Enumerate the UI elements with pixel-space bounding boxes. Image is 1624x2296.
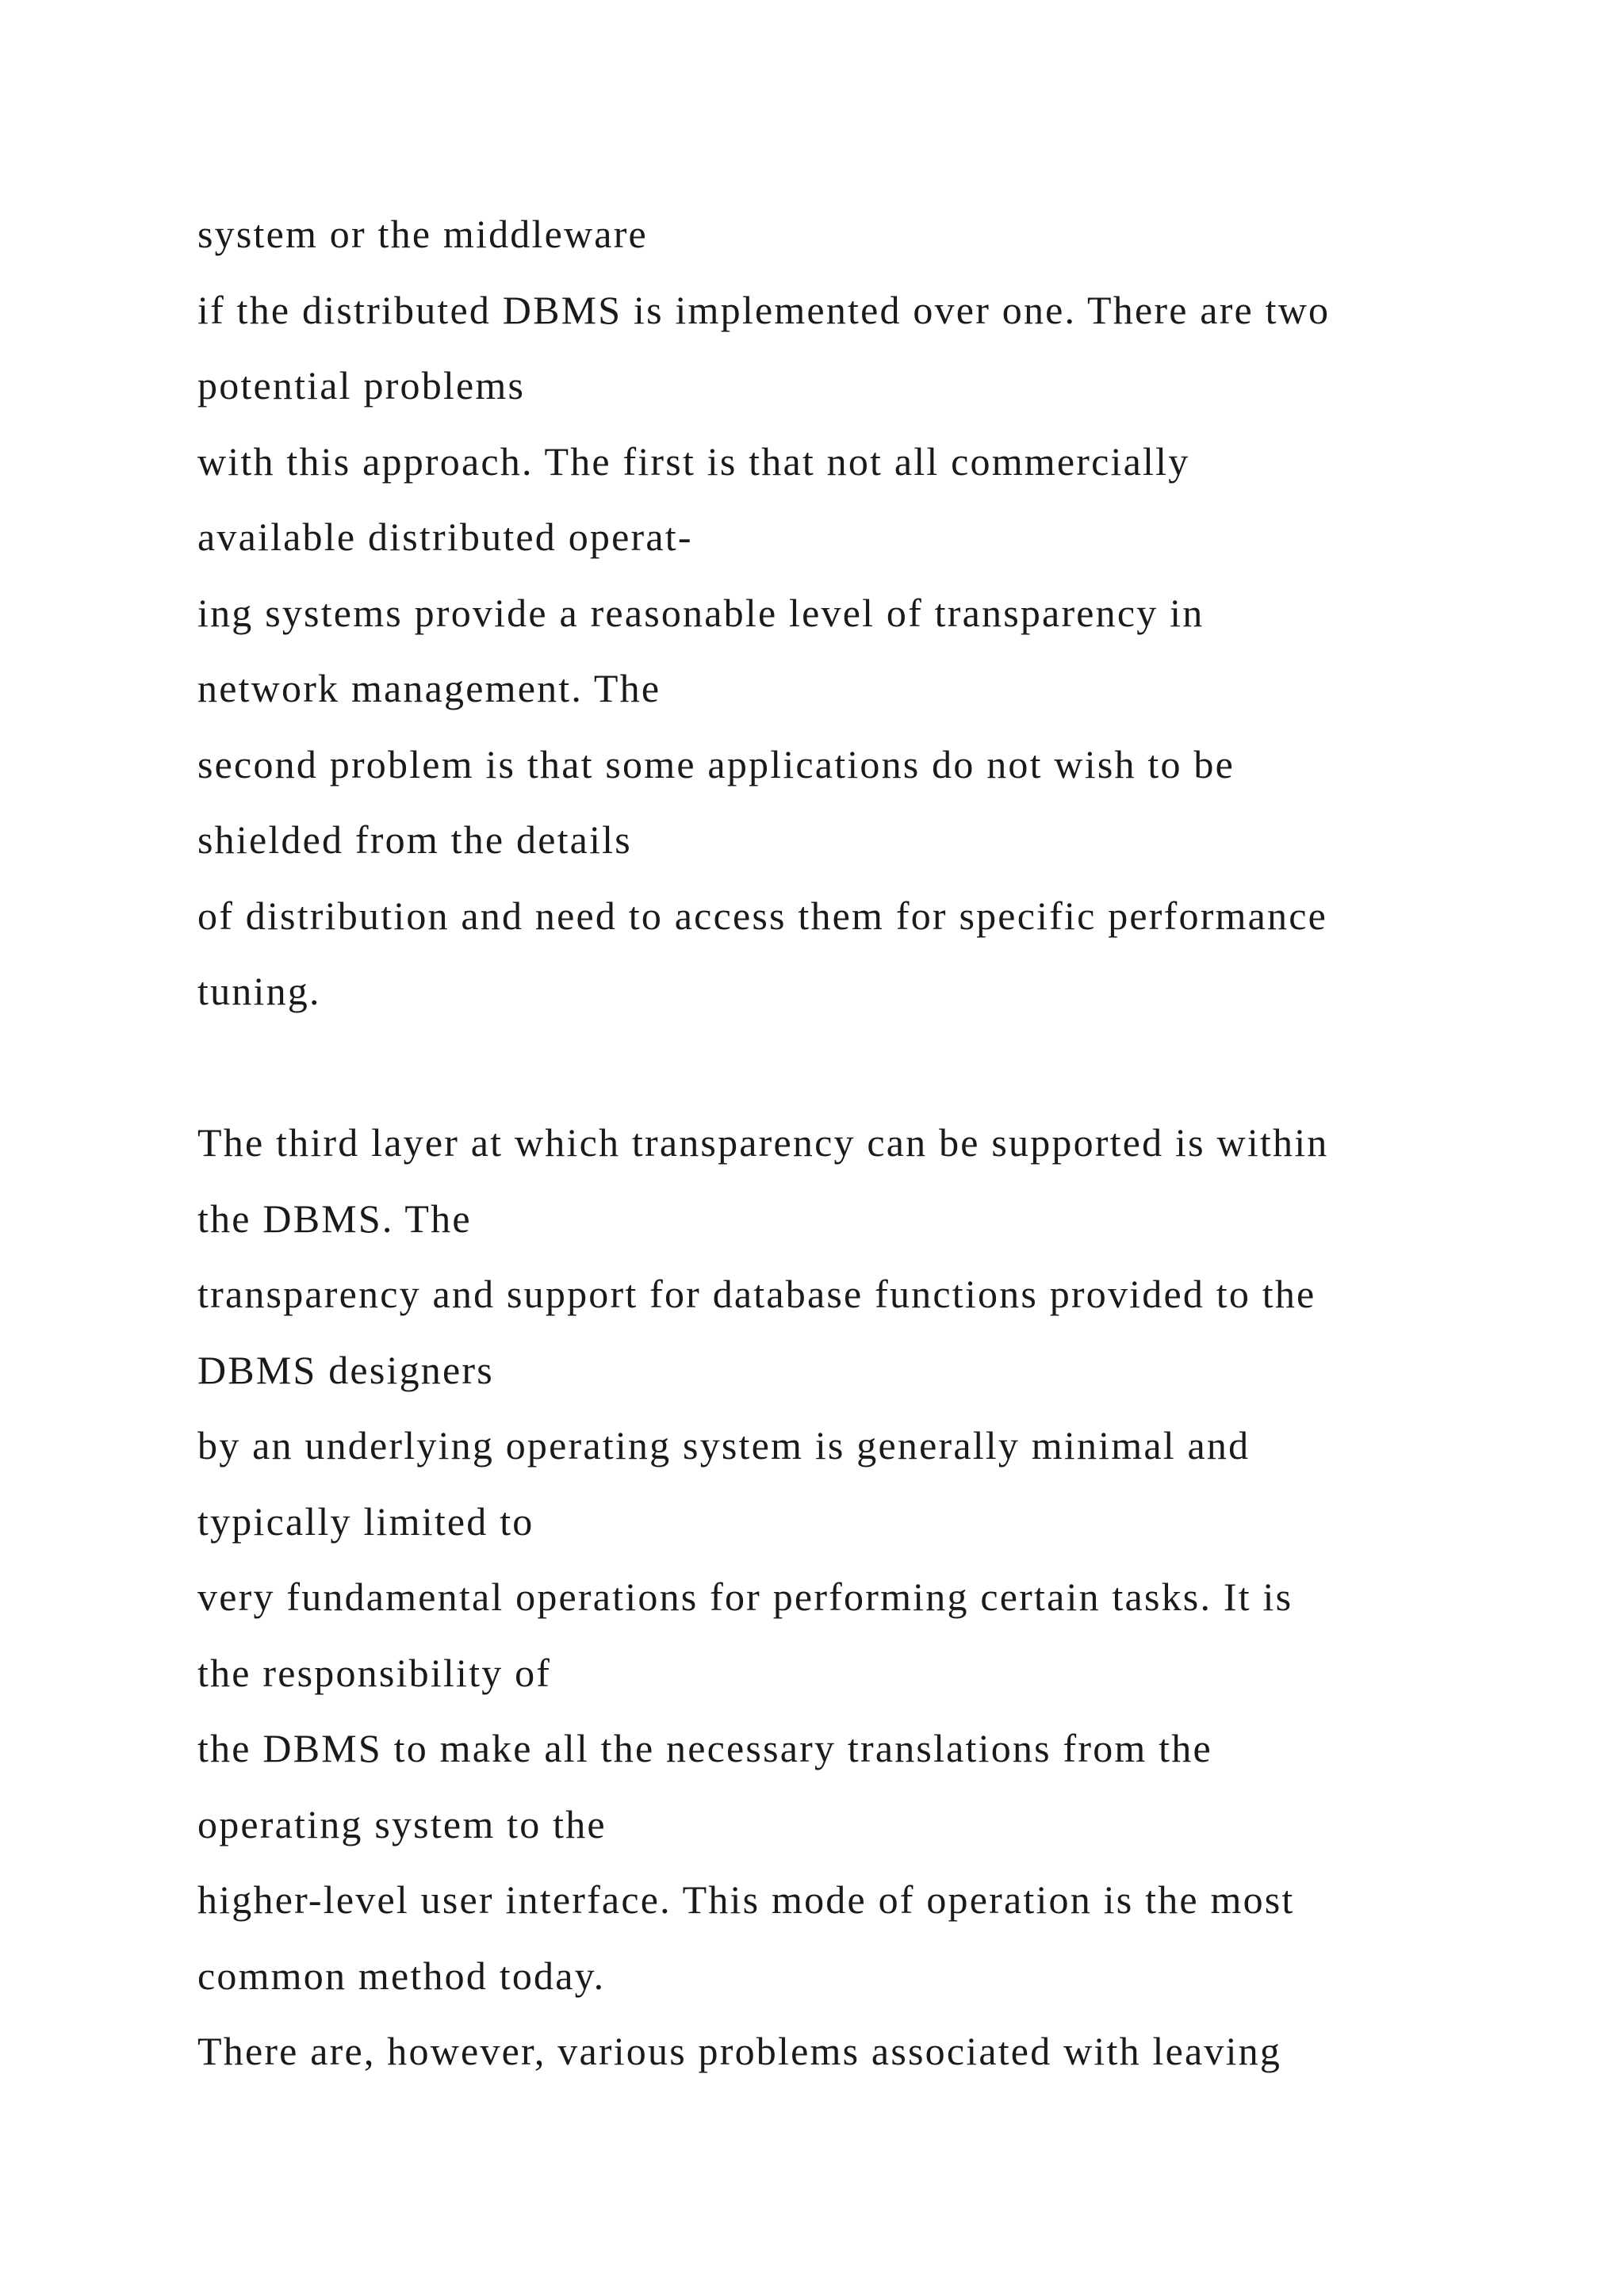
document-text [197, 197, 1545, 2090]
text-line: higher-level user interface. This mode of operation is the most [197, 1877, 1295, 1922]
text-line: transparency and support for database functions provided to the [197, 1272, 1316, 1316]
text-line: potential problems [197, 363, 526, 408]
text-line: tuning. [197, 969, 321, 1013]
text-line: DBMS designers [197, 1347, 494, 1392]
text-line: shielded from the details [197, 817, 632, 862]
text-line: There are, however, various problems associated with leaving [197, 2029, 1282, 2073]
text-line: the responsibility of [197, 1650, 552, 1695]
text-line: network management. The [197, 666, 661, 710]
text-line: available distributed operat- [197, 515, 693, 559]
text-line: the DBMS. The [197, 1196, 472, 1241]
text-line: The third layer at which transparency can be supported is within [197, 1120, 1329, 1165]
text-line: common method today. [197, 1953, 606, 1998]
paragraph-1 [197, 197, 1545, 1030]
text-line: of distribution and need to access them for specific performance [197, 893, 1328, 938]
text-line: very fundamental operations for performing certain tasks. It is [197, 1575, 1293, 1619]
text-line: with this approach. The first is that not all commercially [197, 438, 1190, 484]
text-line: by an underlying operating system is generally minimal and [197, 1423, 1251, 1468]
paragraph-gap [197, 1030, 1545, 1106]
text-line: the DBMS to make all the necessary translations from the [197, 1726, 1212, 1770]
text-line: if the distributed DBMS is implemented over one. There are two [197, 287, 1331, 332]
text-line: ing systems provide a reasonable level of transparency in [197, 590, 1205, 635]
paragraph-2 [197, 1105, 1545, 2090]
text-line: system or the middleware [197, 212, 648, 256]
text-line: typically limited to [197, 1498, 534, 1544]
text-line: operating system to the [197, 1801, 607, 1846]
text-line: second problem is that some applications do not wish to be [197, 741, 1235, 786]
